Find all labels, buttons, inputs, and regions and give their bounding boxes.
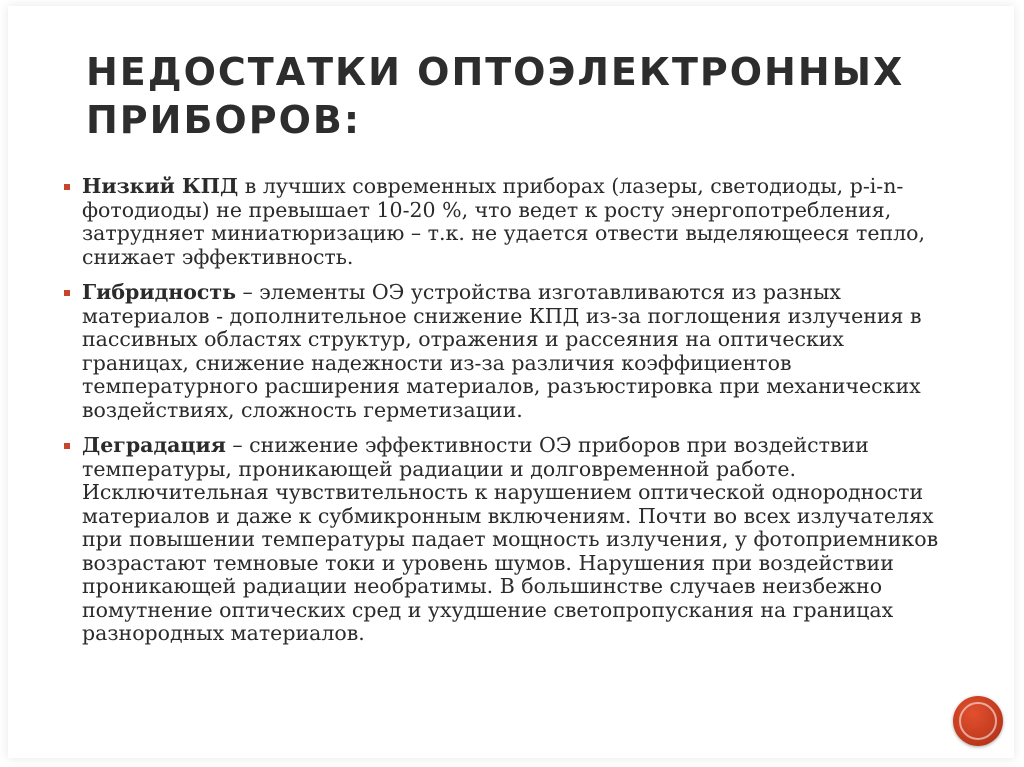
bullet-list xyxy=(64,175,944,658)
bullet-text: – снижение эффективности ОЭ приборов при воздействии температуры, проникающей радиации и долговременной работе. Исключительная чувствительность к нарушением оптической однородности материалов и даже к субмикронным включениям. Почти во всех излучателях при повышении температуры падает мощность излучения, у фотоприемников возрастают темновые токи и уровень шумов. Нарушения при воздействии проникающей радиации необратимы. В большинстве случаев неизбежно помутнение оптических сред и ухудшение светопропускания на границах разнородных материалов. xyxy=(82,433,939,645)
slide-title: НЕДОСТАТКИ ОПТОЭЛЕКТРОННЫХ ПРИБОРОВ: xyxy=(86,50,905,142)
bullet-text: – элементы ОЭ устройства изготавливаются из разных материалов - дополнительное снижение КПД из-за поглощения излучения в пассивных областях структур, отражения и рассеяния на оптических границах, снижение надежности из-за различия коэффициентов температурного расширения материалов, разъюстировка при механических воздействиях, сложность герметизации. xyxy=(82,280,922,422)
bullet-text: в лучших современных приборах (лазеры, светодиоды, p-i-n-фотодиоды) не превышает 10-20 %, что ведет к росту энергопотребления, затрудняет миниатюризацию – т.к. не удается отвести выделяющееся тепло, снижает эффективность. xyxy=(82,174,926,269)
page-number-badge xyxy=(953,696,1003,746)
bullet-item-hybridity xyxy=(64,281,944,422)
bullet-item-low-efficiency xyxy=(64,175,944,269)
bullet-term: Деградация xyxy=(82,433,226,457)
bullet-term: Гибридность xyxy=(82,280,237,304)
page-number xyxy=(953,696,1003,746)
bullet-term: Низкий КПД xyxy=(82,174,239,198)
square-bullet-icon xyxy=(64,184,70,190)
square-bullet-icon xyxy=(64,290,70,296)
bullet-item-degradation xyxy=(64,434,944,646)
square-bullet-icon xyxy=(64,443,70,449)
